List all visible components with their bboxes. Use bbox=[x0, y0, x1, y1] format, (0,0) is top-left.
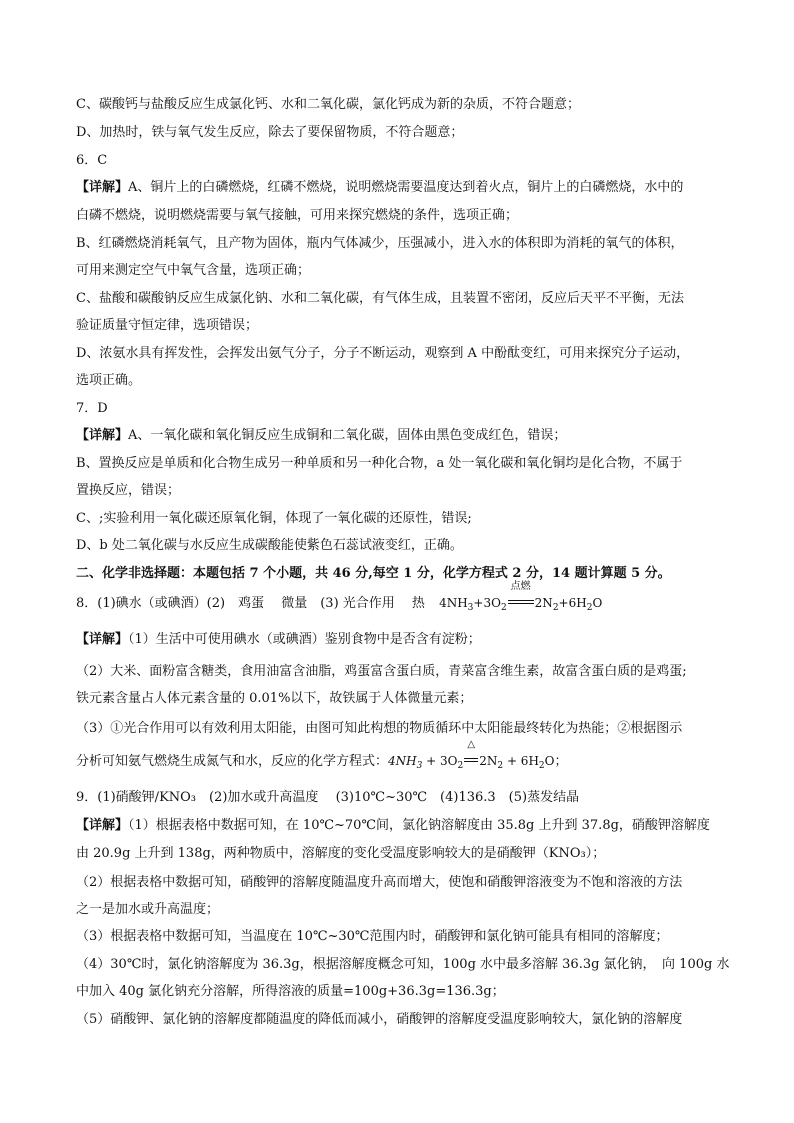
reaction-condition: 点燃 bbox=[510, 581, 531, 592]
subscript: 2 bbox=[497, 761, 504, 771]
section-heading: 二、化学非选择题：本题包括 7 个小题，共 46 分,每空 1 分，化学方程式 2 分，14 题计算题 5 分。 bbox=[76, 566, 671, 581]
formula-part: 4NH bbox=[439, 596, 468, 610]
reaction-arrow bbox=[508, 581, 534, 612]
subscript: 2 bbox=[552, 603, 559, 613]
detail-tag: 【详解】 bbox=[76, 818, 129, 833]
text-line: 之一是加水或升高温度； bbox=[76, 902, 220, 917]
formula-part: +6H bbox=[558, 596, 587, 610]
formula-part: + 6H bbox=[503, 754, 539, 768]
text-span: ； bbox=[554, 754, 568, 769]
text-line bbox=[76, 179, 738, 197]
text-line bbox=[76, 817, 738, 835]
text-line: D、加热时，铁与氧气发生反应，除去了要保留物质，不符合题意； bbox=[76, 125, 464, 140]
text-line: （2）根据表格中数据可知，硝酸钾的溶解度随温度升高而增大，使饱和硝酸钾溶液变为不饱和溶液的方法 bbox=[76, 875, 683, 890]
text-line: 置换反应，错误； bbox=[76, 483, 181, 498]
text-span: A、铜片上的白磷燃烧，红磷不燃烧，说明燃烧需要温度达到着火点，铜片上的白磷燃烧，水中的 bbox=[128, 180, 684, 195]
text-line: （3）根据表格中数据可知，当温度在 10℃~30℃范围内时，硝酸钾和氯化钠可能具有相同的溶解度； bbox=[76, 929, 669, 944]
text-line: 铁元素含量占人体元素含量的 0.01%以下，故铁属于人体微量元素； bbox=[76, 691, 473, 706]
text-line: D、浓氨水具有挥发性，会挥发出氨气分子，分子不断运动，观察到 A 中酚酞变红，可用来探究分子运动， bbox=[76, 346, 690, 361]
equals-bar bbox=[464, 758, 478, 762]
subscript: 2 bbox=[586, 603, 593, 613]
text-line: 白磷不燃烧，说明燃烧需要与氧气接触，可用来探究燃烧的条件，选项正确； bbox=[76, 208, 519, 223]
text-span: （1）生活中可使用碘水（或碘酒）鉴别食物中是否含有淀粉； bbox=[128, 632, 481, 647]
subscript: 3 bbox=[416, 761, 423, 771]
answer-line: 9．(1)硝酸钾/KNO₃ (2)加水或升高温度 (3)10℃~30℃ (4)136.3 (5)蒸发结晶 bbox=[76, 790, 580, 805]
text-span: 分析可知氨气燃烧生成氮气和水，反应的化学方程式： bbox=[76, 754, 389, 769]
text-line: （2）大米、面粉富含糖类，食用油富含油脂，鸡蛋富含蛋白质，青菜富含维生素，故富含蛋白质的是鸡蛋; bbox=[76, 664, 687, 679]
text-line: C、;实验利用一氧化碳还原氧化铜，体现了一氧化碳的还原性，错误; bbox=[76, 511, 472, 526]
detail-tag: 【详解】 bbox=[76, 180, 129, 195]
formula-part: 2N bbox=[479, 754, 498, 768]
text-span: 8．(1)碘水（或碘酒）(2) 鸡蛋 微量 (3) 光合作用 热 bbox=[76, 596, 425, 611]
text-line: 可用来测定空气中氧气含量，选项正确； bbox=[76, 263, 311, 278]
equals-bar bbox=[508, 600, 534, 604]
detail-tag: 【详解】 bbox=[76, 632, 129, 647]
chemical-equation bbox=[388, 754, 423, 771]
chemical-equation bbox=[439, 581, 603, 613]
text-line: C、盐酸和碳酸钠反应生成氯化钠、水和二氧化碳，有气体生成，且装置不密闭，反应后天平不平衡，无法 bbox=[76, 291, 684, 306]
text-line: 选项正确。 bbox=[76, 373, 142, 388]
reaction-condition: △ bbox=[467, 739, 476, 750]
formula-part: O bbox=[592, 596, 603, 610]
text-line: C、碳酸钙与盐酸反应生成氯化钙、水和二氧化碳，氯化钙成为新的杂质，不符合题意； bbox=[76, 97, 580, 112]
formula-part: O bbox=[544, 754, 555, 768]
formula-part: +3O bbox=[473, 596, 501, 610]
subscript: 3 bbox=[467, 603, 474, 613]
formula-part: 2N bbox=[534, 596, 553, 610]
text-line bbox=[76, 739, 738, 775]
text-line bbox=[76, 427, 738, 445]
text-line: （3）①光合作用可以有效利用太阳能，由图可知此构想的物质循环中太阳能最终转化为热能；②根据图示 bbox=[76, 721, 683, 736]
answer-line bbox=[76, 581, 738, 617]
subscript: 2 bbox=[538, 761, 545, 771]
text-line: （5）硝酸钾、氯化钠的溶解度都随温度的降低而减小，硝酸钾的溶解度受温度影响较大，氯化钠的溶解度 bbox=[76, 1012, 683, 1027]
text-line: 中加入 40g 氯化钠充分溶解，所得溶液的质量=100g+36.3g=136.3g； bbox=[76, 984, 505, 999]
formula-part: + 3O bbox=[422, 754, 458, 768]
text-line: 验证质量守恒定律，选项错误； bbox=[76, 318, 259, 333]
text-span: （1）根据表格中数据可知，在 10℃~70℃间，氯化钠溶解度由 35.8g 上升到 37.8g，硝酸钾溶解度 bbox=[128, 818, 710, 833]
text-line: 由 20.9g 上升到 138g，两种物质中，溶解度的变化受温度影响较大的是硝酸钾（KNO₃）； bbox=[76, 846, 606, 861]
text-line: B、置换反应是单质和化合物生成另一种单质和另一种化合物，a 处一氧化碳和氧化铜均是化合物，不属于 bbox=[76, 456, 683, 471]
chemical-equation bbox=[422, 739, 555, 771]
formula-part: 4NH bbox=[388, 754, 417, 768]
text-line: B、红磷燃烧消耗氧气，且产物为固体，瓶内气体减少，压强减小，进入水的体积即为消耗的氧气的体积， bbox=[76, 236, 684, 251]
question-number: 7．D bbox=[76, 401, 108, 416]
subscript: 2 bbox=[500, 603, 507, 613]
text-span: A、一氧化碳和氧化铜反应生成铜和二氧化碳，固体由黑色变成红色，错误； bbox=[128, 428, 567, 443]
text-line: D、b 处二氧化碳与水反应生成碳酸能使紫色石蕊试液变红，正确。 bbox=[76, 538, 463, 553]
reaction-arrow bbox=[464, 739, 478, 770]
text-line bbox=[76, 631, 738, 649]
text-line: （4）30℃时，氯化钠溶解度为 36.3g，根据溶解度概念可知，100g 水中最多溶解 36.3g 氯化钠， 向 100g 水 bbox=[76, 957, 730, 972]
detail-tag: 【详解】 bbox=[76, 428, 129, 443]
question-number: 6．C bbox=[76, 153, 108, 168]
subscript: 2 bbox=[457, 761, 464, 771]
